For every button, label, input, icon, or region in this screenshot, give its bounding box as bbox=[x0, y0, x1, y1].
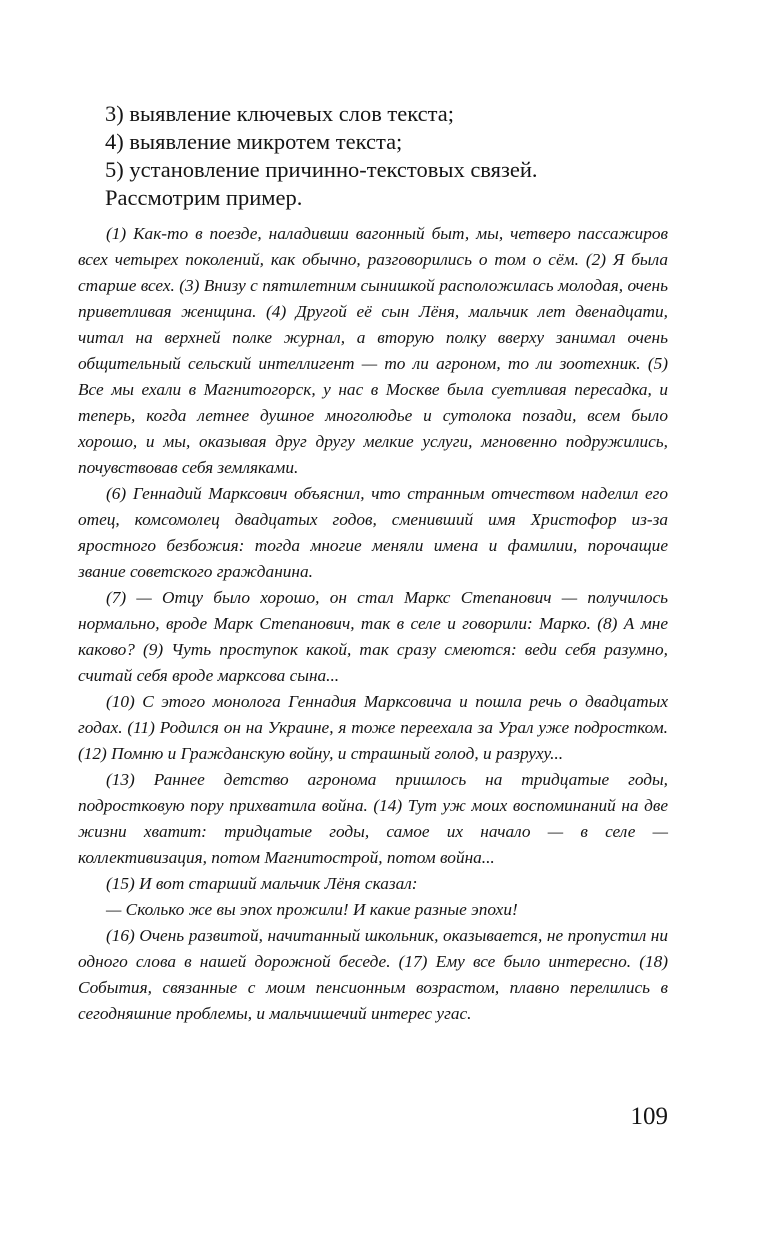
paragraph-5: (13) Раннее детство агронома пришлось на тридцатые годы, подростковую пору прихватила война. (14) Тут уж моих воспоминаний на две жизни хватит: тридцатые годы, самое их начало — в селе — коллективизация, потом Магнитострой, потом война... bbox=[78, 770, 668, 867]
example-text bbox=[78, 221, 668, 1027]
intro-list bbox=[78, 100, 678, 212]
page-number: 109 bbox=[630, 1103, 668, 1130]
paragraph-8: (16) Очень развитой, начитанный школьник, оказывается, не пропустил ни одного слова в нашей дорожной беседе. (17) Ему все было интересно. (18) События, связанные с моим пенсионным возрастом, плавно перелились в сегодняшние проблемы, и мальчишечий интерес угас. bbox=[78, 926, 668, 1023]
paragraph-1: (1) Как-то в поезде, наладивши вагонный быт, мы, четверо пассажиров всех четырех поколений, как обычно, разговорились о том о сём. (2) Я была старше всех. (3) Внизу с пятилетним сынишкой расположилась молодая, очень приветливая женщина. (4) Другой её сын Лёня, мальчик лет двенадцати, читал на верхней полке журнал, а вторую полку вверху занимал очень общительный сельский интеллигент — то ли агроном, то ли зоотехник. (5) Все мы ехали в Магнитогорск, у нас в Москве была суетливая пересадка, и теперь, когда летнее душное многолюдье и сутолока позади, всем было хорошо, и мы, оказывая друг другу мелкие услуги, мгновенно подружились, почувствовав себя земляками. bbox=[78, 224, 668, 477]
list-item-4: 4) выявление микротем текста; bbox=[105, 129, 403, 154]
list-item-3: 3) выявление ключевых слов текста; bbox=[105, 101, 454, 126]
paragraph-6: (15) И вот старший мальчик Лёня сказал: bbox=[106, 874, 418, 893]
paragraph-4: (10) С этого монолога Геннадия Марксовича и пошла речь о двадцатых годах. (11) Родился он на Украине, я тоже переехала за Урал уже подростком. (12) Помню и Гражданскую войну, и страшный голод, и разруху... bbox=[78, 692, 668, 763]
paragraph-3: (7) — Отцу было хорошо, он стал Маркс Степанович — получилось нормально, вроде Марк Степанович, так в селе и говорили: Марко. (8) А мне каково? (9) Чуть проступок какой, так сразу смеются: веди себя разумно, считай себя вроде марксова сына... bbox=[78, 588, 668, 685]
example-lead-in: Рассмотрим пример. bbox=[105, 185, 303, 210]
paragraph-7: — Сколько же вы эпох прожили! И какие разные эпохи! bbox=[106, 900, 518, 919]
paragraph-2: (6) Геннадий Марксович объяснил, что странным отчеством наделил его отец, комсомолец двадцатых годов, сменивший имя Христофор из-за яростного безбожия: тогда многие меняли имена и фамилии, порочащие звание советского гражданина. bbox=[78, 484, 668, 581]
list-item-5: 5) установление причинно-текстовых связей. bbox=[105, 157, 538, 182]
